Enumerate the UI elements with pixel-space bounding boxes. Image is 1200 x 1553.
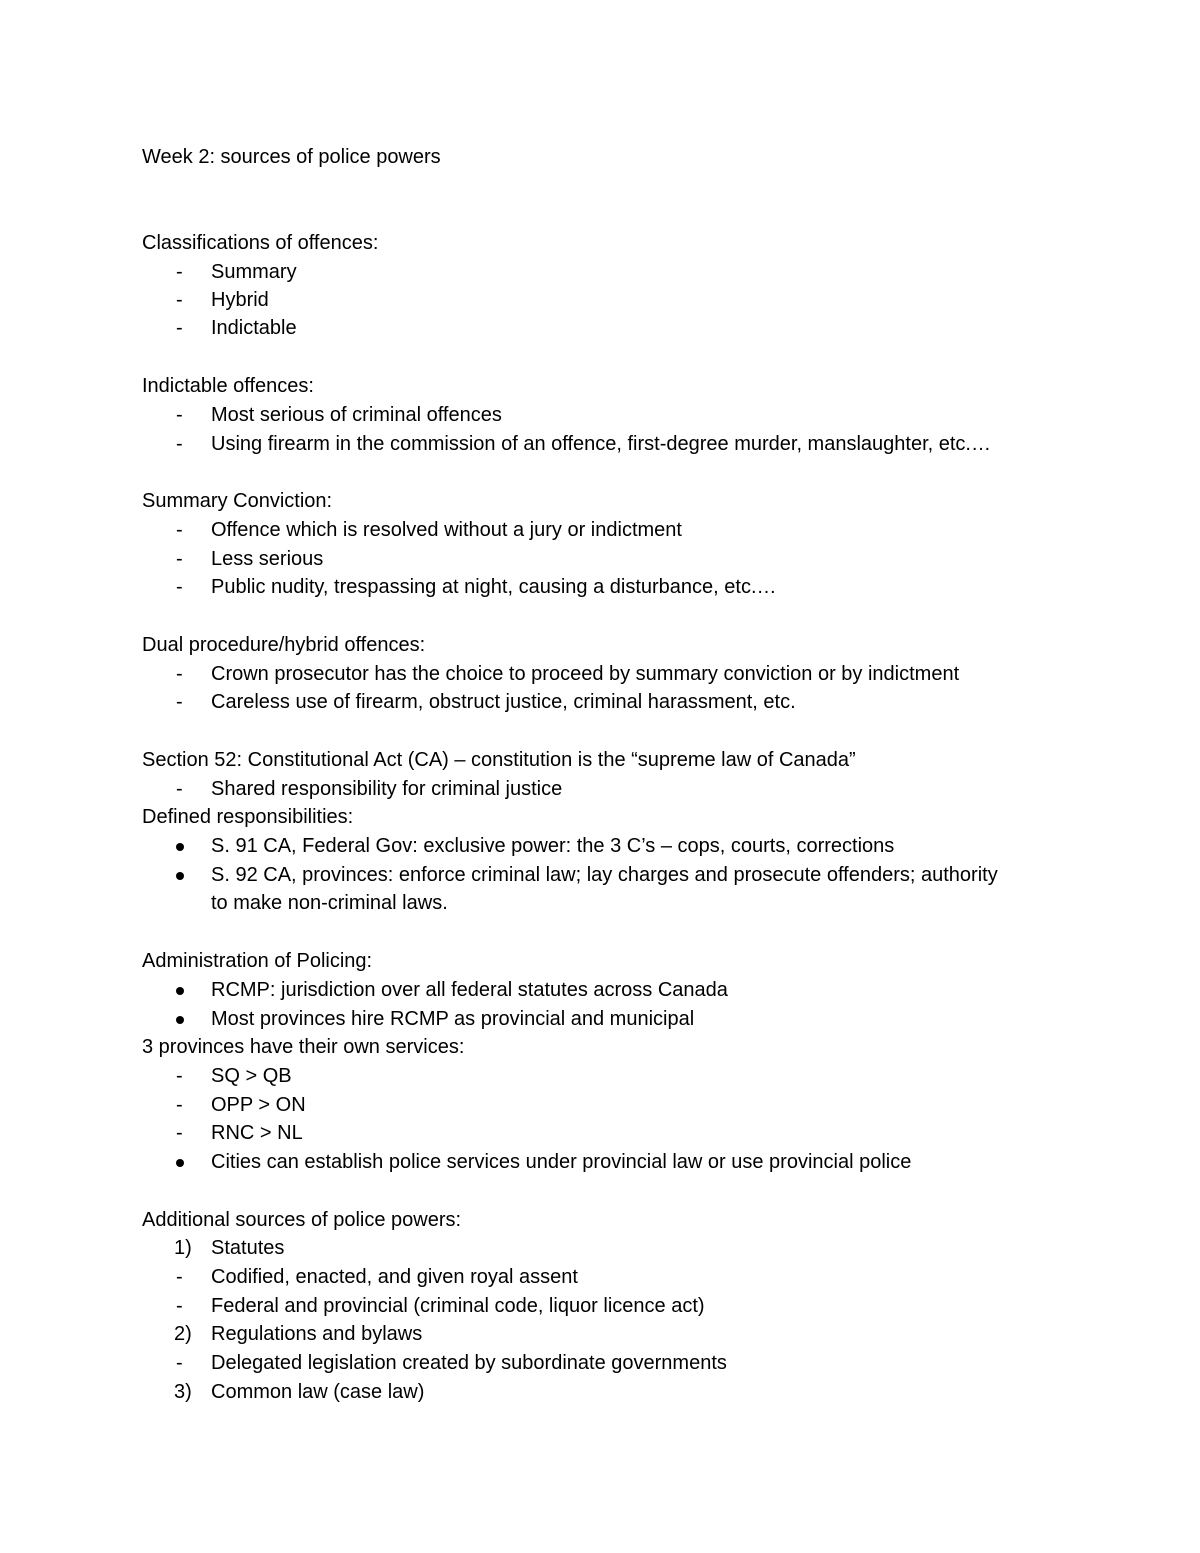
section-heading-dual: Dual procedure/hybrid offences: bbox=[142, 634, 426, 656]
dash-marker: - bbox=[176, 548, 183, 570]
list-item: Summary bbox=[211, 261, 297, 283]
list-item: OPP > ON bbox=[211, 1094, 306, 1116]
dash-marker: - bbox=[176, 317, 183, 339]
bullet-icon bbox=[176, 872, 184, 880]
list-item: Less serious bbox=[211, 548, 324, 570]
page-title: Week 2: sources of police powers bbox=[142, 146, 441, 168]
list-item-continuation: to make non-criminal laws. bbox=[211, 892, 448, 914]
dash-marker: - bbox=[176, 1094, 183, 1116]
list-item: SQ > QB bbox=[211, 1065, 292, 1087]
numbered-marker: 2) bbox=[174, 1323, 192, 1345]
list-item: Statutes bbox=[211, 1237, 285, 1259]
list-item: Codified, enacted, and given royal assent bbox=[211, 1266, 578, 1288]
dash-marker: - bbox=[176, 519, 183, 541]
list-item: Public nudity, trespassing at night, causing a disturbance, etc.… bbox=[211, 576, 777, 598]
list-item: Regulations and bylaws bbox=[211, 1323, 423, 1345]
section-heading-additional: Additional sources of police powers: bbox=[142, 1209, 462, 1231]
dash-marker: - bbox=[176, 691, 183, 713]
dash-marker: - bbox=[176, 576, 183, 598]
dash-marker: - bbox=[176, 663, 183, 685]
dash-marker: - bbox=[176, 1352, 183, 1374]
list-item: Federal and provincial (criminal code, liquor licence act) bbox=[211, 1295, 705, 1317]
list-item: Cities can establish police services under provincial law or use provincial police bbox=[211, 1151, 912, 1173]
section-heading-administration: Administration of Policing: bbox=[142, 950, 373, 972]
list-item: Most serious of criminal offences bbox=[211, 404, 502, 426]
bullet-icon bbox=[176, 843, 184, 851]
dash-marker: - bbox=[176, 404, 183, 426]
bullet-icon bbox=[176, 1159, 184, 1167]
bullet-icon bbox=[176, 987, 184, 995]
dash-marker: - bbox=[176, 261, 183, 283]
section-heading-provinces: 3 provinces have their own services: bbox=[142, 1036, 465, 1058]
list-item: S. 91 CA, Federal Gov: exclusive power: the 3 C’s – cops, courts, corrections bbox=[211, 835, 895, 857]
dash-marker: - bbox=[176, 1266, 183, 1288]
list-item: Common law (case law) bbox=[211, 1381, 425, 1403]
section-heading-summary: Summary Conviction: bbox=[142, 490, 333, 512]
dash-marker: - bbox=[176, 289, 183, 311]
list-item: Careless use of firearm, obstruct justice, criminal harassment, etc. bbox=[211, 691, 796, 713]
section-heading-section52: Section 52: Constitutional Act (CA) – constitution is the “supreme law of Canada” bbox=[142, 749, 856, 771]
list-item: Shared responsibility for criminal justice bbox=[211, 778, 563, 800]
section-heading-classifications: Classifications of offences: bbox=[142, 232, 379, 254]
section-heading-indictable: Indictable offences: bbox=[142, 375, 314, 397]
list-item: Delegated legislation created by subordinate governments bbox=[211, 1352, 727, 1374]
list-item: Indictable bbox=[211, 317, 297, 339]
list-item: Using firearm in the commission of an offence, first-degree murder, manslaughter, etc.… bbox=[211, 433, 991, 455]
bullet-icon bbox=[176, 1016, 184, 1024]
list-item: Offence which is resolved without a jury or indictment bbox=[211, 519, 682, 541]
dash-marker: - bbox=[176, 1295, 183, 1317]
dash-marker: - bbox=[176, 1065, 183, 1087]
dash-marker: - bbox=[176, 778, 183, 800]
numbered-marker: 1) bbox=[174, 1237, 192, 1259]
list-item: Hybrid bbox=[211, 289, 269, 311]
list-item: S. 92 CA, provinces: enforce criminal law; lay charges and prosecute offenders; authority bbox=[211, 864, 998, 886]
list-item: RCMP: jurisdiction over all federal statutes across Canada bbox=[211, 979, 728, 1001]
dash-marker: - bbox=[176, 1122, 183, 1144]
section-heading-defined: Defined responsibilities: bbox=[142, 806, 354, 828]
list-item: RNC > NL bbox=[211, 1122, 303, 1144]
list-item: Crown prosecutor has the choice to proceed by summary conviction or by indictment bbox=[211, 663, 960, 685]
numbered-marker: 3) bbox=[174, 1381, 192, 1403]
list-item: Most provinces hire RCMP as provincial and municipal bbox=[211, 1008, 695, 1030]
dash-marker: - bbox=[176, 433, 183, 455]
